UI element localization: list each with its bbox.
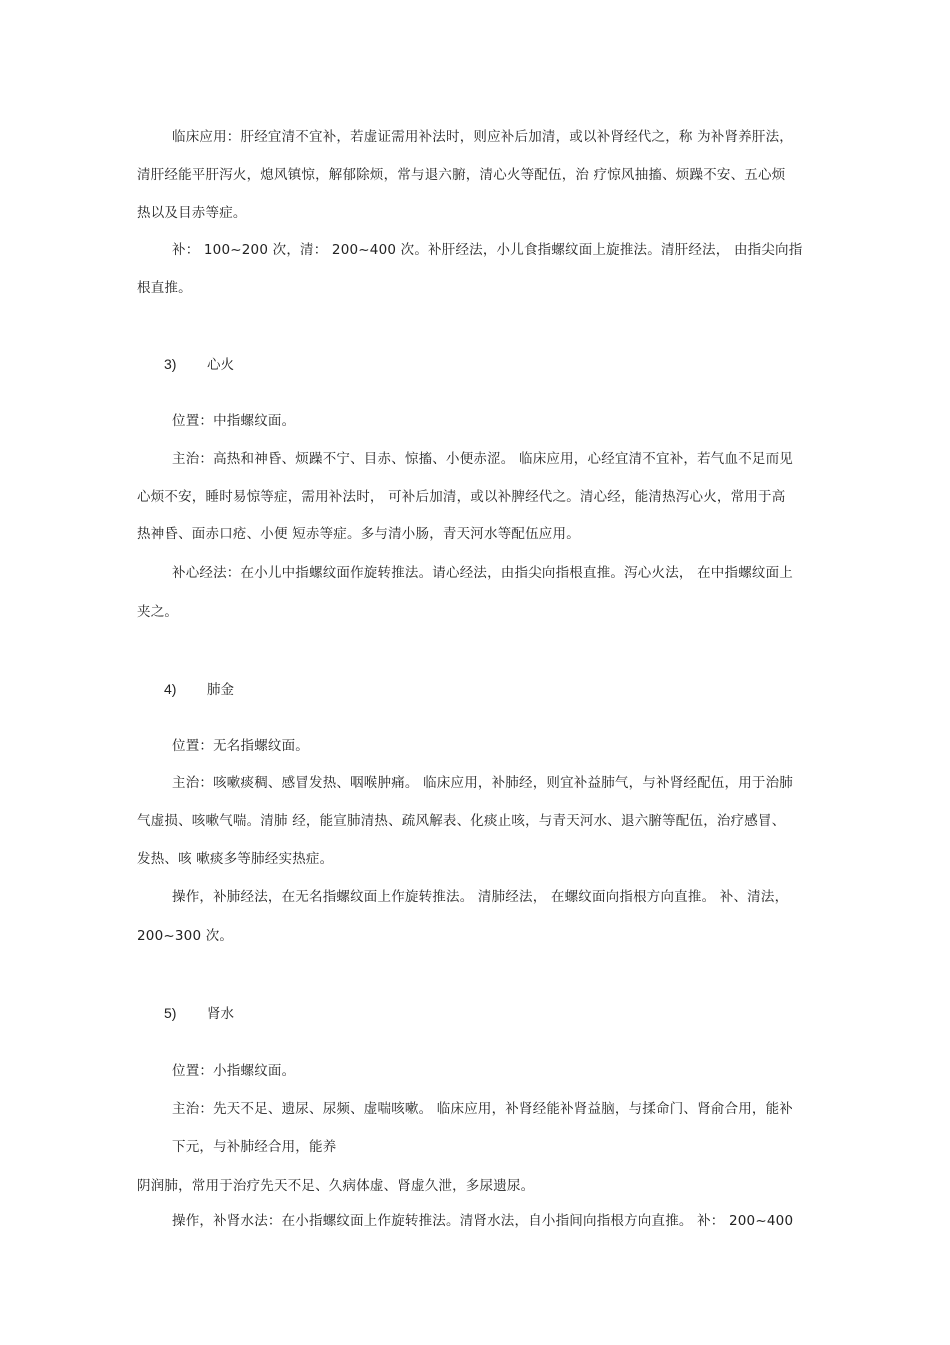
text-line: 主治：咳嗽痰稠、感冒发热、咽喉肿痛。 临床应用，补肺经，则宜补益肺气，与补肾经配伍，用于治肺 xyxy=(172,775,793,791)
text-line: 位置：无名指螺纹面。 xyxy=(172,738,309,754)
text-line: 夹之。 xyxy=(137,604,179,620)
text-line: 临床应用：肝经宜清不宜补，若虚证需用补法时，则应补后加清，或以补肾经代之，称 为补肾养肝法， xyxy=(172,129,793,145)
text-line: 热神昏、面赤口疮、小便 短赤等症。多与清小肠，青天河水等配伍应用。 xyxy=(137,526,580,542)
section-title: 肺金 xyxy=(207,682,234,698)
text-line: 主治：高热和神昏、烦躁不宁、目赤、惊搐、小便赤涩。 临床应用，心经宜清不宜补，若气血不足而见 xyxy=(172,451,793,467)
text-line: 主治：先天不足、遗尿、尿频、虚喘咳嗽。 临床应用，补肾经能补肾益脑，与揉命门、肾俞合用，能补 xyxy=(172,1101,793,1117)
text-line: 200~300 次。 xyxy=(137,928,234,944)
text-line: 气虚损、咳嗽气喘。清肺 经，能宣肺清热、疏风解表、化痰止咳，与青天河水、退六腑等配伍，治疗感冒、 xyxy=(137,813,786,829)
section-title: 心火 xyxy=(207,357,234,373)
section-number: 4) xyxy=(164,681,177,697)
text-line: 发热、咳 嗽痰多等肺经实热症。 xyxy=(137,851,334,867)
text-line: 阴润肺，常用于治疗先天不足、久病体虚、肾虚久泄，多尿遗尿。 xyxy=(137,1178,535,1194)
text-line: 操作，补肾水法：在小指螺纹面上作旋转推法。清肾水法，自小指间向指根方向直推。 补： 200~400 xyxy=(172,1213,794,1229)
section-number: 5) xyxy=(164,1005,177,1021)
text-line: 位置：中指螺纹面。 xyxy=(172,413,296,429)
text-line: 位置：小指螺纹面。 xyxy=(172,1063,296,1079)
text-line: 心烦不安，睡时易惊等症，需用补法时， 可补后加清，或以补脾经代之。清心经，能清热泻心火，常用于高 xyxy=(137,489,786,505)
text-line: 清肝经能平肝泻火，熄风镇惊，解郁除烦，常与退六腑，清心火等配伍，治 疗惊风抽搐、烦躁不安、五心烦 xyxy=(137,167,786,183)
text-line: 下元，与补肺经合用，能养 xyxy=(172,1139,337,1155)
text-line: 操作，补肺经法，在无名指螺纹面上作旋转推法。 清肺经法， 在螺纹面向指根方向直推。 补、清法， xyxy=(172,889,789,905)
section-number: 3) xyxy=(164,356,177,372)
text-line: 热以及目赤等症。 xyxy=(137,205,247,221)
text-line: 补： 100~200 次，清： 200~400 次。补肝经法，小儿食指螺纹面上旋推法。清肝经法， 由指尖向指 xyxy=(172,242,803,258)
text-line: 补心经法：在小儿中指螺纹面作旋转推法。请心经法，由指尖向指根直推。泻心火法， 在中指螺纹面上 xyxy=(172,565,793,581)
section-title: 肾水 xyxy=(207,1006,234,1022)
text-line: 根直推。 xyxy=(137,280,192,296)
